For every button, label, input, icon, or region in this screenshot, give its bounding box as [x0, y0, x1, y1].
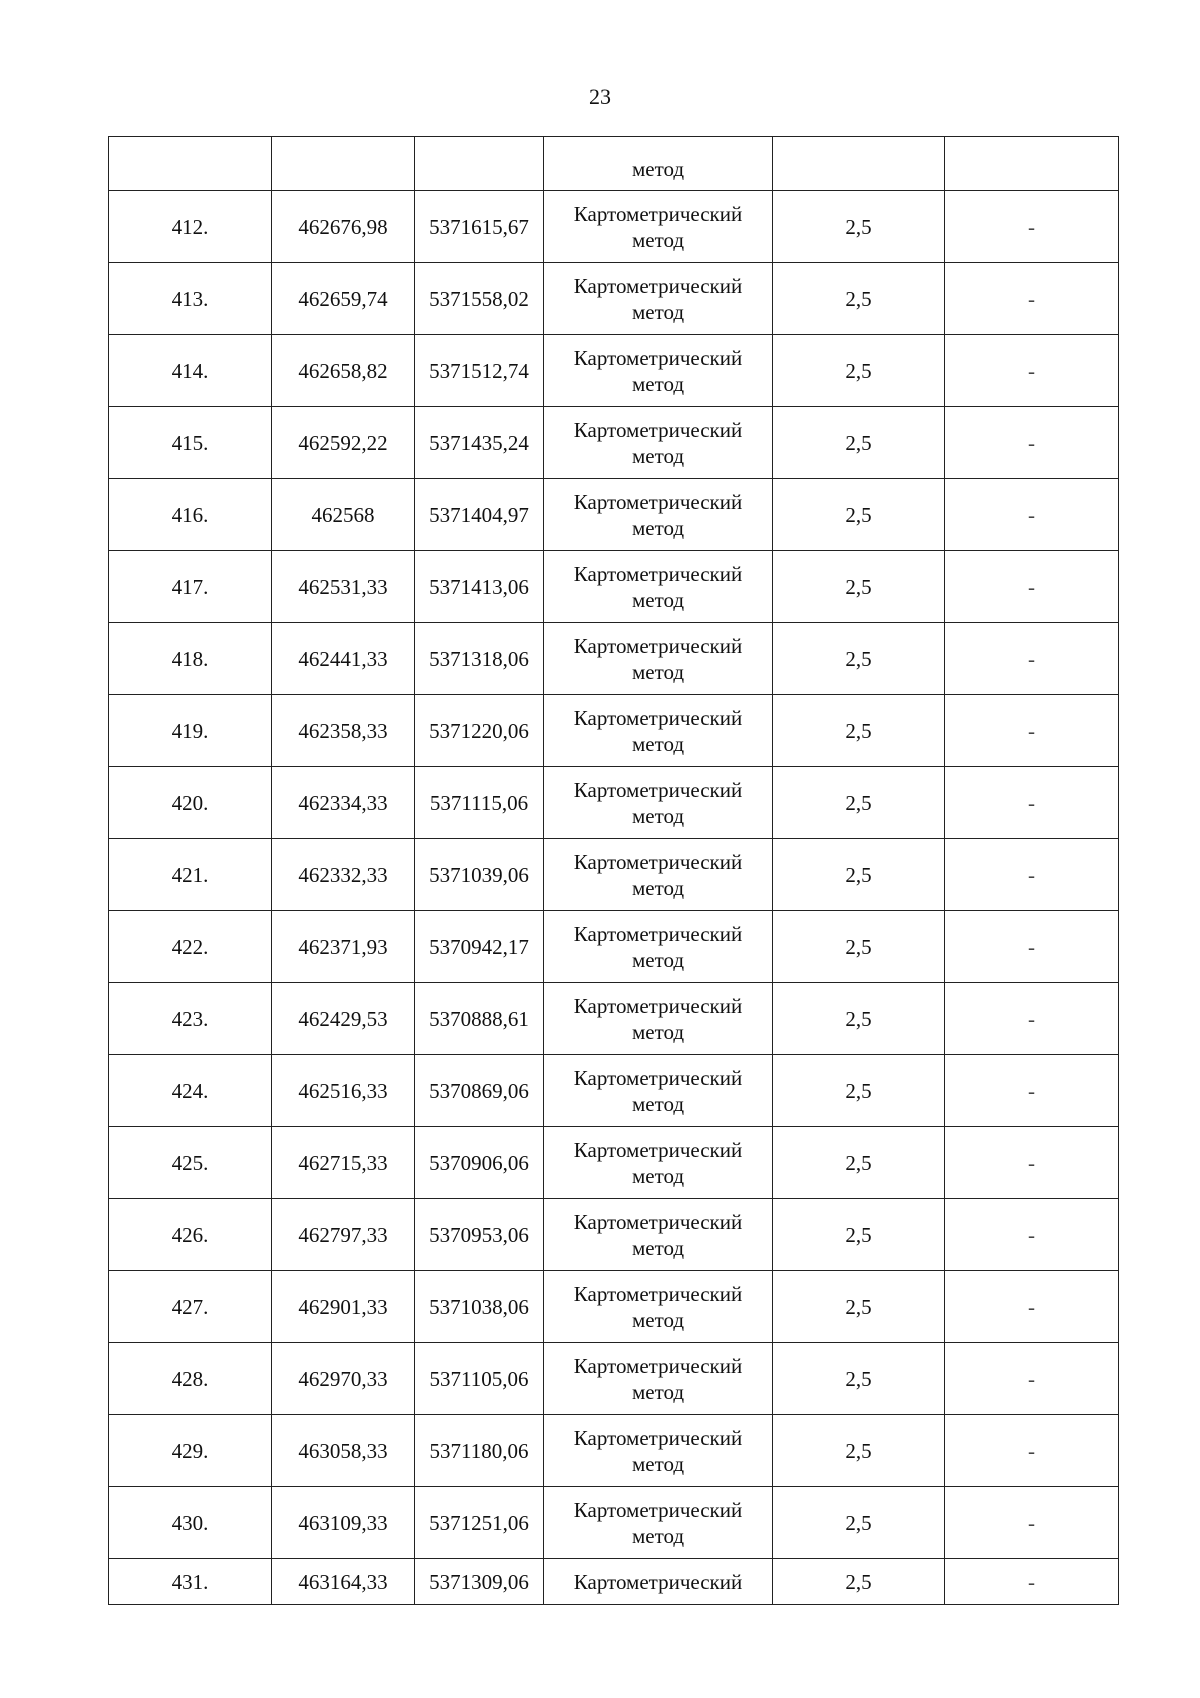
cell-x-coordinate: 462659,74 — [272, 263, 415, 335]
cell-method — [544, 1415, 773, 1487]
cell-method — [544, 1055, 773, 1127]
cell-point-number: 416. — [109, 479, 272, 551]
cell-note: - — [945, 623, 1119, 695]
cell-y-coordinate: 5371512,74 — [415, 335, 544, 407]
method-line-2: метод — [631, 587, 685, 612]
table-row-continued-bottom — [109, 1559, 1119, 1605]
cell-point-number — [109, 137, 272, 191]
method-line-2: метод — [631, 1307, 685, 1332]
cell-point-number: 415. — [109, 407, 272, 479]
cell-y-coordinate: 5371038,06 — [415, 1271, 544, 1343]
coordinates-table — [108, 136, 1119, 1605]
cell-x-coordinate: 463109,33 — [272, 1487, 415, 1559]
cell-point-number: 413. — [109, 263, 272, 335]
cell-y-coordinate: 5371220,06 — [415, 695, 544, 767]
cell-accuracy: 2,5 — [773, 1199, 945, 1271]
cell-accuracy: 2,5 — [773, 479, 945, 551]
cell-method — [544, 1271, 773, 1343]
method-line-2: метод — [631, 731, 685, 756]
cell-note: - — [945, 1127, 1119, 1199]
method-line-1: Картометрический — [573, 1353, 743, 1378]
table-row — [109, 767, 1119, 839]
cell-y-coordinate: 5370942,17 — [415, 911, 544, 983]
cell-y-coordinate: 5370906,06 — [415, 1127, 544, 1199]
table-row — [109, 191, 1119, 263]
cell-note: - — [945, 695, 1119, 767]
method-line-1: Картометрический — [573, 201, 743, 226]
method-line-2: метод — [631, 1235, 685, 1260]
cell-x-coordinate: 462358,33 — [272, 695, 415, 767]
cell-method: метод — [544, 137, 773, 191]
table-row — [109, 623, 1119, 695]
cell-method — [544, 839, 773, 911]
method-line-2: метод — [631, 1523, 685, 1548]
table-row — [109, 1415, 1119, 1487]
cell-accuracy: 2,5 — [773, 263, 945, 335]
cell-point-number: 425. — [109, 1127, 272, 1199]
cell-method — [544, 767, 773, 839]
cell-y-coordinate: 5370869,06 — [415, 1055, 544, 1127]
cell-method — [544, 1343, 773, 1415]
method-line-2: метод — [631, 1091, 685, 1116]
cell-point-number: 429. — [109, 1415, 272, 1487]
cell-note: - — [945, 1559, 1119, 1605]
cell-y-coordinate: 5371105,06 — [415, 1343, 544, 1415]
cell-note: - — [945, 1487, 1119, 1559]
cell-point-number: 426. — [109, 1199, 272, 1271]
method-line-2: метод — [631, 659, 685, 684]
table-row — [109, 263, 1119, 335]
table-body — [109, 137, 1119, 1605]
cell-accuracy: 2,5 — [773, 983, 945, 1055]
method-line-2: метод — [631, 875, 685, 900]
cell-x-coordinate: 463164,33 — [272, 1559, 415, 1605]
cell-accuracy: 2,5 — [773, 1559, 945, 1605]
table-row — [109, 1127, 1119, 1199]
method-line-2: метод — [631, 803, 685, 828]
method-line-2: метод — [631, 227, 685, 252]
cell-method — [544, 1127, 773, 1199]
cell-point-number: 417. — [109, 551, 272, 623]
cell-note — [945, 137, 1119, 191]
table-row — [109, 1271, 1119, 1343]
cell-method — [544, 1487, 773, 1559]
cell-accuracy — [773, 137, 945, 191]
cell-method — [544, 479, 773, 551]
cell-note: - — [945, 983, 1119, 1055]
cell-point-number: 418. — [109, 623, 272, 695]
page-number: 23 — [589, 84, 611, 109]
cell-accuracy: 2,5 — [773, 839, 945, 911]
cell-note: - — [945, 839, 1119, 911]
method-line-2: метод — [631, 1163, 685, 1188]
method-line-1: Картометрический — [573, 1137, 743, 1162]
table-row — [109, 911, 1119, 983]
cell-note: - — [945, 911, 1119, 983]
method-line-1: Картометрический — [573, 417, 743, 442]
cell-accuracy: 2,5 — [773, 335, 945, 407]
cell-method — [544, 623, 773, 695]
method-line-1: Картометрический — [573, 633, 743, 658]
cell-note: - — [945, 335, 1119, 407]
cell-accuracy: 2,5 — [773, 695, 945, 767]
cell-y-coordinate: 5371180,06 — [415, 1415, 544, 1487]
method-line-1: Картометрический — [573, 345, 743, 370]
table-row — [109, 407, 1119, 479]
cell-method — [544, 983, 773, 1055]
cell-point-number: 424. — [109, 1055, 272, 1127]
cell-x-coordinate: 463058,33 — [272, 1415, 415, 1487]
cell-note: - — [945, 1199, 1119, 1271]
cell-point-number: 420. — [109, 767, 272, 839]
method-line-2: метод — [631, 371, 685, 396]
cell-accuracy: 2,5 — [773, 407, 945, 479]
cell-method — [544, 551, 773, 623]
cell-x-coordinate: 462797,33 — [272, 1199, 415, 1271]
table-row-continued-top — [109, 137, 1119, 191]
cell-method — [544, 695, 773, 767]
method-line-1: Картометрический — [573, 921, 743, 946]
cell-note: - — [945, 551, 1119, 623]
cell-note: - — [945, 191, 1119, 263]
cell-point-number: 430. — [109, 1487, 272, 1559]
cell-y-coordinate: 5371039,06 — [415, 839, 544, 911]
cell-accuracy: 2,5 — [773, 1127, 945, 1199]
cell-point-number: 412. — [109, 191, 272, 263]
cell-x-coordinate: 462901,33 — [272, 1271, 415, 1343]
cell-y-coordinate: 5371435,24 — [415, 407, 544, 479]
cell-note: - — [945, 1415, 1119, 1487]
cell-note: - — [945, 1271, 1119, 1343]
cell-method — [544, 191, 773, 263]
method-line-1: Картометрический — [573, 1281, 743, 1306]
method-line-1: Картометрический — [573, 489, 743, 514]
cell-y-coordinate: 5370953,06 — [415, 1199, 544, 1271]
cell-y-coordinate: 5371404,97 — [415, 479, 544, 551]
cell-x-coordinate: 462658,82 — [272, 335, 415, 407]
cell-y-coordinate: 5371413,06 — [415, 551, 544, 623]
cell-accuracy: 2,5 — [773, 623, 945, 695]
method-line-2: метод — [631, 299, 685, 324]
cell-y-coordinate: 5371115,06 — [415, 767, 544, 839]
cell-x-coordinate: 462429,53 — [272, 983, 415, 1055]
cell-x-coordinate — [272, 137, 415, 191]
cell-point-number: 427. — [109, 1271, 272, 1343]
table-row — [109, 695, 1119, 767]
cell-x-coordinate: 462334,33 — [272, 767, 415, 839]
method-line-1: Картометрический — [573, 705, 743, 730]
table-row — [109, 1055, 1119, 1127]
cell-y-coordinate: 5371558,02 — [415, 263, 544, 335]
cell-note: - — [945, 1343, 1119, 1415]
table-row — [109, 1199, 1119, 1271]
cell-x-coordinate: 462332,33 — [272, 839, 415, 911]
cell-x-coordinate: 462715,33 — [272, 1127, 415, 1199]
cell-accuracy: 2,5 — [773, 911, 945, 983]
cell-y-coordinate: 5371309,06 — [415, 1559, 544, 1605]
cell-x-coordinate: 462970,33 — [272, 1343, 415, 1415]
table-row — [109, 335, 1119, 407]
cell-method — [544, 335, 773, 407]
method-line-1: Картометрический — [573, 1209, 743, 1234]
cell-accuracy: 2,5 — [773, 1271, 945, 1343]
table-row — [109, 1343, 1119, 1415]
cell-point-number: 421. — [109, 839, 272, 911]
cell-accuracy: 2,5 — [773, 191, 945, 263]
cell-note: - — [945, 263, 1119, 335]
method-line-1: Картометрический — [573, 777, 743, 802]
cell-x-coordinate: 462531,33 — [272, 551, 415, 623]
cell-method — [544, 263, 773, 335]
method-line-1: Картометрический — [573, 1425, 743, 1450]
table-row — [109, 839, 1119, 911]
table-row — [109, 479, 1119, 551]
cell-point-number: 428. — [109, 1343, 272, 1415]
cell-y-coordinate: 5371615,67 — [415, 191, 544, 263]
cell-accuracy: 2,5 — [773, 1487, 945, 1559]
cell-x-coordinate: 462592,22 — [272, 407, 415, 479]
cell-y-coordinate — [415, 137, 544, 191]
table-row — [109, 983, 1119, 1055]
method-line-2: метод — [631, 1451, 685, 1476]
cell-x-coordinate: 462676,98 — [272, 191, 415, 263]
method-line-2: метод — [631, 1379, 685, 1404]
method-line-1: Картометрический — [573, 273, 743, 298]
cell-point-number: 419. — [109, 695, 272, 767]
cell-method — [544, 407, 773, 479]
method-line-1: Картометрический — [573, 849, 743, 874]
method-line-2: метод — [631, 515, 685, 540]
method-line-2: метод — [631, 443, 685, 468]
cell-method — [544, 911, 773, 983]
method-line-1: Картометрический — [573, 993, 743, 1018]
table-row — [109, 1487, 1119, 1559]
cell-point-number: 414. — [109, 335, 272, 407]
cell-accuracy: 2,5 — [773, 551, 945, 623]
cell-y-coordinate: 5370888,61 — [415, 983, 544, 1055]
cell-x-coordinate: 462371,93 — [272, 911, 415, 983]
cell-method — [544, 1199, 773, 1271]
method-line-2: метод — [631, 947, 685, 972]
cell-accuracy: 2,5 — [773, 1055, 945, 1127]
cell-note: - — [945, 1055, 1119, 1127]
method-line-1: Картометрический — [573, 1065, 743, 1090]
method-line-1: Картометрический — [573, 1497, 743, 1522]
cell-point-number: 431. — [109, 1559, 272, 1605]
table-row — [109, 551, 1119, 623]
cell-accuracy: 2,5 — [773, 1343, 945, 1415]
cell-x-coordinate: 462568 — [272, 479, 415, 551]
cell-note: - — [945, 407, 1119, 479]
cell-accuracy: 2,5 — [773, 1415, 945, 1487]
method-line-2: метод — [631, 1019, 685, 1044]
cell-x-coordinate: 462516,33 — [272, 1055, 415, 1127]
cell-x-coordinate: 462441,33 — [272, 623, 415, 695]
cell-point-number: 423. — [109, 983, 272, 1055]
cell-y-coordinate: 5371251,06 — [415, 1487, 544, 1559]
cell-method: Картометрический — [544, 1559, 773, 1605]
cell-note: - — [945, 479, 1119, 551]
cell-y-coordinate: 5371318,06 — [415, 623, 544, 695]
cell-accuracy: 2,5 — [773, 767, 945, 839]
cell-point-number: 422. — [109, 911, 272, 983]
cell-note: - — [945, 767, 1119, 839]
method-line-1: Картометрический — [573, 561, 743, 586]
